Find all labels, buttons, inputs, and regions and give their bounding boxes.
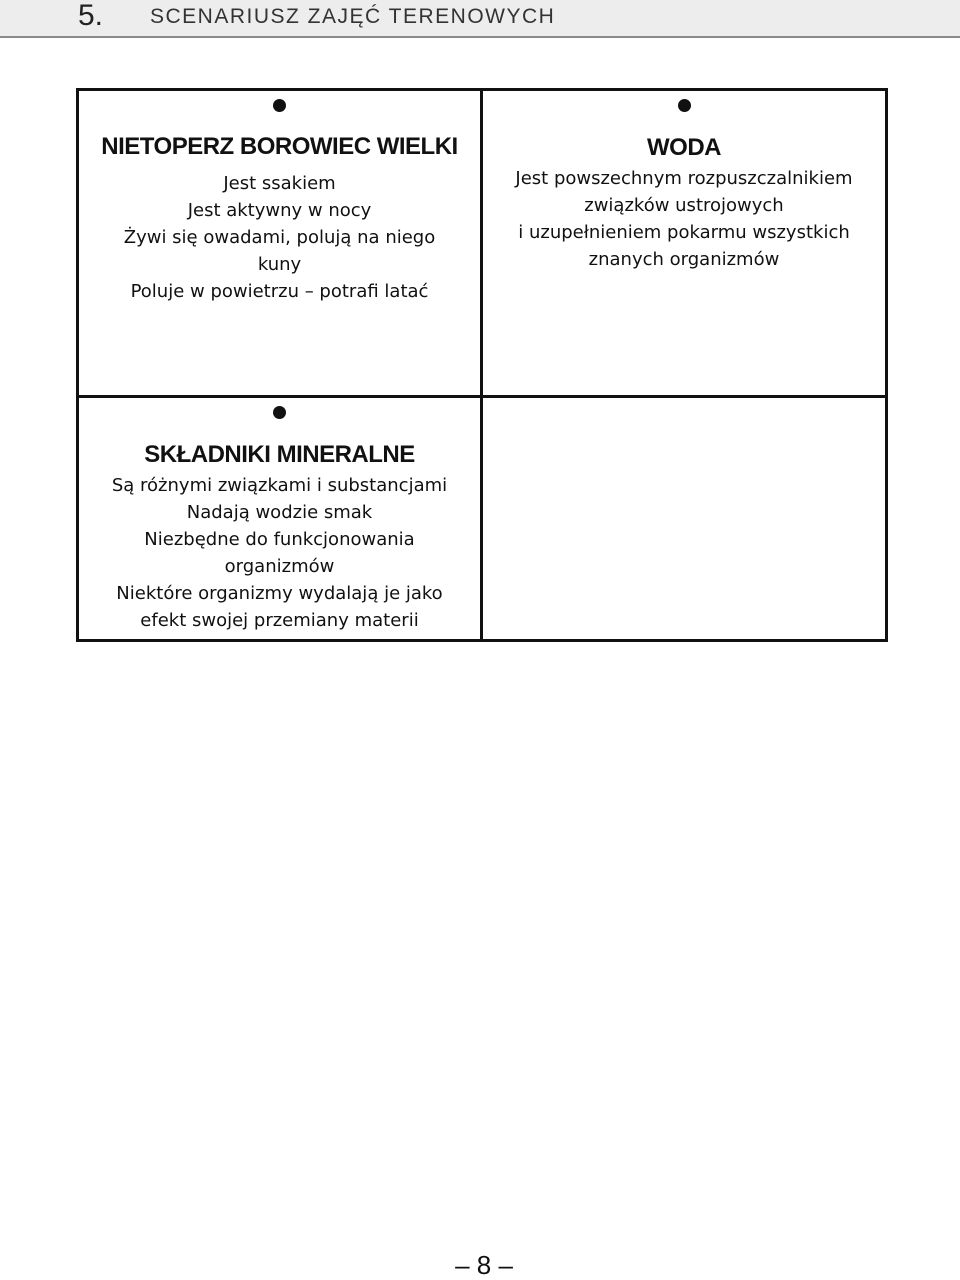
- card-line: Jest ssakiem: [223, 173, 336, 194]
- card-line: kuny: [257, 254, 302, 275]
- section-title: SCENARIUSZ ZAJĘĆ TERENOWYCH: [150, 5, 556, 28]
- card-title: NIETOPERZ BOROWIEC WIELKI: [101, 133, 458, 160]
- card-skladniki-mineralne: [79, 398, 480, 639]
- card-line: i uzupełnieniem pokarmu wszystkich: [518, 222, 850, 243]
- card-title: WODA: [647, 134, 721, 161]
- card-line: Nadają wodzie smak: [186, 502, 373, 523]
- section-header: [0, 0, 960, 38]
- bullet-icon: [273, 99, 286, 112]
- bullet-icon: [273, 406, 286, 419]
- card-line: Są różnymi związkami i substancjami: [111, 475, 448, 496]
- card-line: efekt swojej przemiany materii: [140, 610, 419, 631]
- card-empty: [483, 398, 885, 639]
- card-line: Niezbędne do funkcjonowania: [144, 529, 415, 550]
- card-line: Jest aktywny w nocy: [187, 200, 372, 221]
- card-line: znanych organizmów: [588, 249, 780, 270]
- card-line: Żywi się owadami, polują na niego: [123, 227, 436, 248]
- card-text: [483, 165, 885, 273]
- bullet-icon: [678, 99, 691, 112]
- card-woda: [483, 91, 885, 395]
- card-text: [79, 170, 480, 305]
- section-number: 5.: [78, 0, 104, 32]
- card-line: organizmów: [224, 556, 335, 577]
- card-line: związków ustrojowych: [584, 195, 784, 216]
- card-line: Poluje w powietrzu – potrafi latać: [130, 281, 429, 302]
- card-line: Niektóre organizmy wydalają je jako: [116, 583, 443, 604]
- card-nietoperz: [79, 91, 480, 395]
- card-line: Jest powszechnym rozpuszczalnikiem: [515, 168, 853, 189]
- page-number: – 8 –: [455, 1250, 513, 1280]
- card-title: SKŁADNIKI MINERALNE: [144, 441, 415, 468]
- card-text: [79, 472, 480, 634]
